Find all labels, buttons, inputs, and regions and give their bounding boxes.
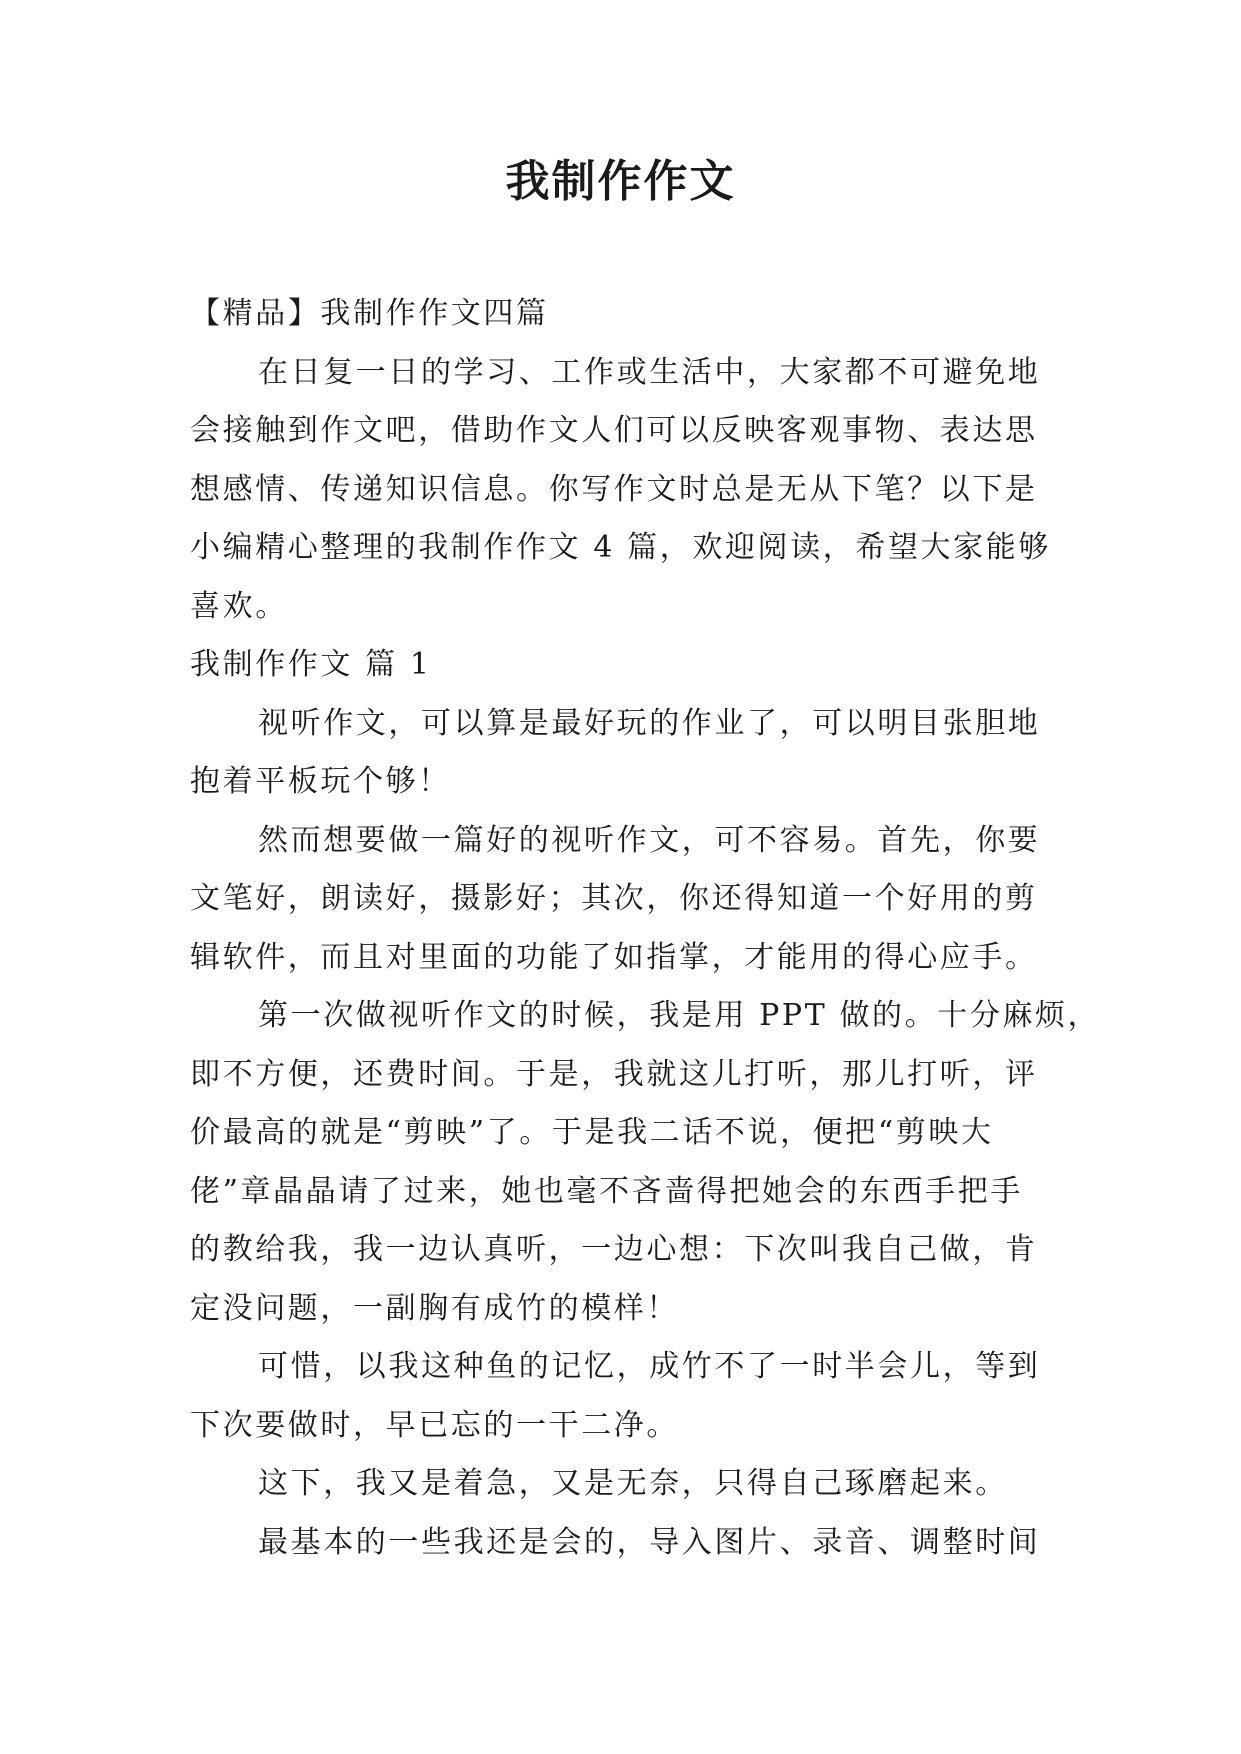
text-line: 的教给我，我一边认真听，一边心想：下次叫我自己做，肯	[190, 1232, 1038, 1267]
subtitle-line: 【精品】我制作作文四篇	[190, 296, 549, 331]
text-line: 小编精心整理的我制作作文 4 篇，欢迎阅读，希望大家能够	[190, 530, 1051, 565]
text-line: 喜欢。	[190, 588, 288, 624]
paragraph	[190, 1455, 1060, 1514]
text-line: 视听作文，可以算是最好玩的作业了，可以明目张胆地	[258, 705, 1041, 741]
text-line: 定没问题，一副胸有成竹的模样！	[190, 1290, 679, 1326]
text-line: 想感情、传递知识信息。你写作文时总是无从下笔？以下是	[190, 471, 1038, 507]
text-line: 抱着平板玩个够！	[190, 764, 451, 799]
paragraph	[190, 812, 1060, 988]
paragraph	[190, 1514, 1060, 1573]
text-line: 佬”章晶晶请了过来，她也毫不吝啬得把她会的东西手把手	[190, 1173, 1023, 1209]
text-line: 下次要做时，早已忘的一干二净。	[190, 1407, 679, 1443]
text-line: 然而想要做一篇好的视听作文，可不容易。首先，你要	[258, 822, 1041, 858]
paragraph	[190, 695, 1060, 812]
text-line: 最基本的一些我还是会的，导入图片、录音、调整时间	[258, 1524, 1041, 1560]
text-line: 文笔好，朗读好，摄影好；其次，你还得知道一个好用的剪	[190, 881, 1038, 916]
text-line: 价最高的就是“剪映”了。于是我二话不说，便把“剪映大	[190, 1115, 994, 1150]
text-line: 在日复一日的学习、工作或生活中，大家都不可避免地	[258, 354, 1041, 390]
page-title: 我制作作文	[505, 156, 736, 207]
paragraph-intro	[190, 344, 1060, 637]
text-line: 第一次做视听作文的时候，我是用 PPT 做的。十分麻烦，	[258, 998, 1101, 1033]
text-line: 辑软件，而且对里面的功能了如指掌，才能用的得心应手。	[190, 939, 1038, 975]
paragraph	[190, 1338, 1060, 1455]
text-line: 会接触到作文吧，借助作文人们可以反映客观事物、表达思	[190, 413, 1038, 448]
text-line: 即不方便，还费时间。于是，我就这儿打听，那儿打听，评	[190, 1056, 1038, 1092]
document-body	[190, 285, 1101, 1572]
section-heading: 我制作作文 篇 1	[190, 647, 432, 682]
text-line: 可惜，以我这种鱼的记忆，成竹不了一时半会儿，等到	[258, 1349, 1041, 1384]
text-line: 这下，我又是着急，又是无奈，只得自己琢磨起来。	[258, 1466, 1008, 1501]
paragraph	[190, 987, 1101, 1338]
